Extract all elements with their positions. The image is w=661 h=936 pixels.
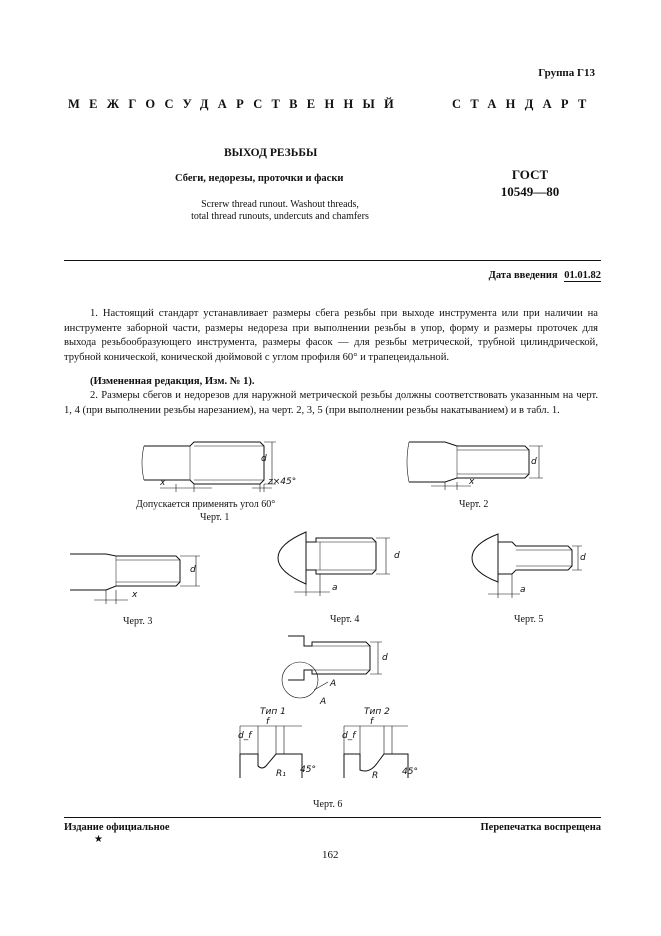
paragraph-1-note: (Измененная редакция, Изм. № 1). — [90, 376, 255, 387]
english-title-line2: total thread runouts, undercuts and chamfers — [191, 211, 369, 222]
figure-5-caption: Черт. 5 — [514, 614, 544, 625]
paragraph-2: 2. Размеры сбегов и недорезов для наружной метрической резьбы должны соответствовать указанным на черт. 1, 4 (при выполнении резьбы нарезанием), на черт. 2, 3, 5 (при выполнении резьбы накатыванием) и в табл. 1. — [64, 390, 598, 416]
gost-block — [495, 166, 565, 200]
fig6-type1-f-label: f — [266, 717, 270, 727]
figure-2-caption: Черт. 2 — [459, 499, 489, 510]
page-number: 162 — [322, 849, 339, 861]
fig6-type1-R1-label: R₁ — [276, 769, 286, 779]
figure-5-drawing — [468, 528, 608, 600]
star-mark: ★ — [94, 834, 103, 845]
fig6-type2-f-label: f — [370, 717, 374, 727]
date-value: 01.01.82 — [564, 270, 601, 281]
gost-number: 10549—80 — [500, 184, 560, 199]
fig1-z-label: z×45° — [268, 477, 297, 487]
fig6-type2-R-label: R — [372, 771, 379, 781]
standard-type-left: МЕЖГОСУДАРСТВЕННЫЙ — [68, 97, 404, 111]
figure-2-drawing — [405, 436, 565, 492]
footer-reprint-prohibited: Перепечатка воспрещена — [480, 822, 601, 833]
fig6-type1-df-label: d_f — [238, 731, 252, 741]
fig3-x-label: x — [132, 590, 138, 600]
document-title: ВЫХОД РЕЗЬБЫ — [224, 147, 318, 159]
footer-divider — [64, 817, 601, 818]
standard-type-right: СТАНДАРТ — [452, 97, 596, 111]
date-label: Дата введения — [488, 270, 558, 281]
fig1-x-label: x — [160, 478, 166, 488]
fig4-d-label: d — [394, 551, 400, 561]
fig6-type1-label: Тип 1 — [260, 707, 286, 717]
fig5-d-label: d — [580, 553, 586, 563]
fig4-a-label: a — [332, 583, 338, 593]
fig6-type2-label: Тип 2 — [364, 707, 390, 717]
figure-3-caption: Черт. 3 — [123, 616, 153, 627]
figure-6-type2-drawing — [336, 706, 426, 794]
figure-6-main-drawing — [268, 632, 418, 706]
fig2-d-label: d — [531, 457, 537, 467]
figure-4-drawing — [274, 528, 414, 600]
fig6-A-bottom-label: A — [320, 697, 327, 707]
fig6-type2-angle-label: 45° — [402, 767, 418, 777]
figure-1-note: Допускается применять угол 60° — [136, 499, 276, 510]
figure-1-caption: Черт. 1 — [200, 512, 230, 523]
fig3-d-label: d — [190, 565, 196, 575]
document-subtitle: Сбеги, недорезы, проточки и фаски — [175, 173, 344, 184]
header-divider — [64, 260, 601, 261]
figure-4-caption: Черт. 4 — [330, 614, 360, 625]
figure-3-drawing — [66, 550, 216, 606]
fig5-a-label: a — [520, 585, 526, 595]
footer-official-edition: Издание официальное — [64, 822, 170, 833]
english-title-line1: Screrw thread runout. Washout threads, — [201, 199, 359, 210]
english-title — [170, 199, 390, 223]
figure-6-type1-drawing — [232, 706, 322, 794]
fig6-type2-df-label: d_f — [342, 731, 356, 741]
fig1-d-label: d — [261, 454, 267, 464]
effective-date — [489, 270, 601, 281]
fig6-type1-angle-label: 45° — [300, 765, 316, 775]
figure-6-caption: Черт. 6 — [313, 799, 343, 810]
paragraph-1: 1. Настоящий стандарт устанавливает размеры сбега резьбы при выходе инструмента или при наличии на инструменте заборной части, размеры недореза при выполнении резьбы в упор, форму и размеры проточек для выхода резьбообразующего инструмента, размеры фасок — для резьбы метрической, трубной цилиндрической, трубной конической, конической дюймовой с углом профиля 60° и трапецеидальной. — [64, 308, 598, 363]
fig6-d-label: d — [382, 653, 388, 663]
fig6-A-label: A — [330, 679, 337, 689]
group-code: Группа Г13 — [538, 67, 595, 79]
fig2-x-label: x — [469, 477, 475, 487]
figure-1-drawing — [140, 436, 310, 496]
gost-label: ГОСТ — [511, 167, 549, 182]
